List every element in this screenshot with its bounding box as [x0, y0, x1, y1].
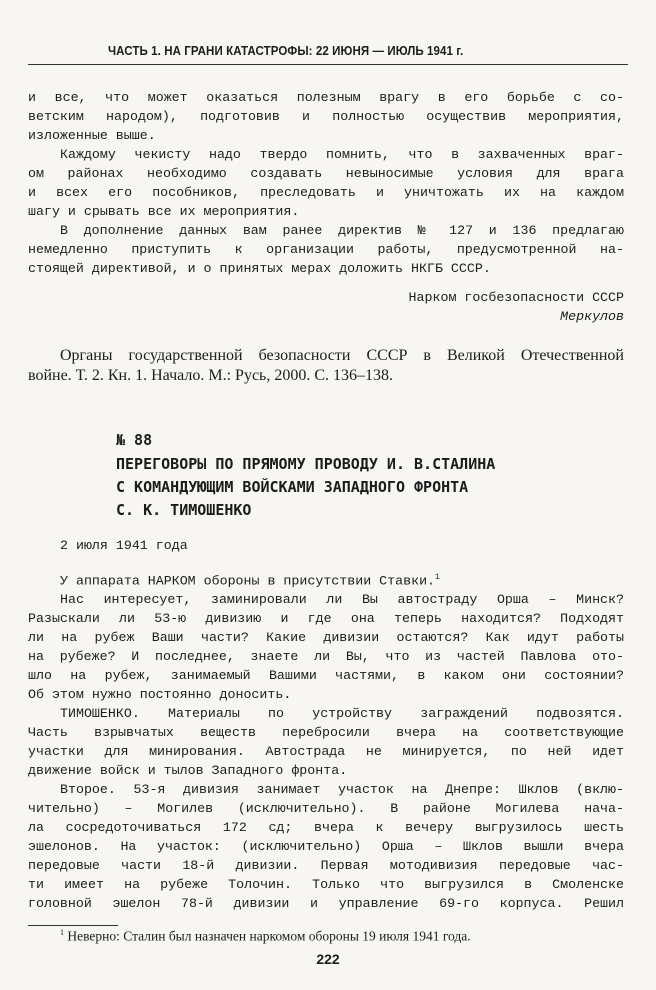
text-line: эшелонов. На участок: (исключительно) Орша – Шклов вышли вчера [28, 839, 624, 855]
title-line: ПЕРЕГОВОРЫ ПО ПРЯМОМУ ПРОВОДУ И. В.СТАЛИНА [116, 455, 496, 473]
text-line: ли на рубеж Ваши части? Какие дивизии остаются? Как идут работы [28, 630, 624, 646]
footnote [60, 928, 471, 945]
signature-name: Меркулов [560, 309, 624, 324]
body-text [28, 568, 624, 913]
footnote-text: Неверно: Сталин был назначен наркомом обороны 19 июля 1941 года. [67, 928, 471, 944]
text-line: на рубеже? И последнее, знаете ли Вы, что из частей Павлова ото- [28, 649, 624, 665]
text-line: В дополнение данных вам ранее директив № 127 и 136 предлагаю [60, 223, 624, 238]
footnote-ref[interactable]: 1 [435, 573, 440, 582]
text-line: ла сосредоточиваться 172 сд; вчера к вечеру выгрузилось шесть [28, 820, 624, 836]
document-title [116, 453, 626, 522]
text-line: ом районах необходимо создавать невыносимые условия для врага [28, 166, 624, 181]
text-line: Об этом нужно постоянно доносить. [28, 687, 292, 703]
signature-position: Нарком госбезопасности СССР [408, 290, 624, 305]
text-line: Нас интересует, заминировали ли Вы автостраду Орша – Минск? [60, 592, 624, 608]
text-line: движение войск и тылов Западного фронта. [28, 763, 348, 779]
text-line: головной эшелон 78-й дивизии и управление 69-го корпуса. Решил [28, 896, 624, 912]
citation-line: Органы государственной безопасности СССР в Великой Отечественной [60, 347, 624, 364]
top-text [28, 88, 624, 278]
text-line: Второе. 53-я дивизия занимает участок на Днепре: Шклов (вклю- [60, 782, 624, 798]
text-line: шагу и срывать все их мероприятия. [28, 204, 300, 219]
signature [28, 288, 624, 326]
running-header: ЧАСТЬ 1. НА ГРАНИ КАТАСТРОФЫ: 22 ИЮНЯ — ИЮЛЬ 1941 г. [108, 44, 464, 58]
document-date [60, 536, 560, 555]
footnote-marker: 1 [60, 928, 64, 937]
text-line: и все, что может оказаться полезным врагу в его борьбе с со- [28, 90, 624, 105]
citation-line: войне. Т. 2. Кн. 1. Начало. М.: Русь, 2000. С. 136–138. [28, 367, 394, 384]
text-line: немедленно приступить к организации работы, предусмотренной на- [28, 242, 624, 257]
text-line: изложенные выше. [28, 128, 156, 143]
document-number: № 88 [116, 431, 153, 449]
source-citation [28, 346, 624, 386]
page-number: 222 [316, 951, 340, 967]
text-line: Разыскали ли 53-ю дивизию и где она теперь находится? Подходят [28, 611, 624, 627]
text-line: чительно) – Могилев (исключительно). В районе Могилева нача- [28, 801, 624, 817]
date-text: 2 июля 1941 года [60, 538, 188, 553]
title-line: С. К. ТИМОШЕНКО [116, 501, 252, 519]
header-divider [28, 64, 628, 65]
text-line: стоящей директивой, и о принятых мерах доложить НКГБ СССР. [28, 261, 491, 276]
text-line: Каждому чекисту надо твердо помнить, что в захваченных враг- [60, 147, 624, 162]
text-line: Часть взрывчатых веществ перебросили вчера на соответствующие [28, 725, 624, 741]
title-line: С КОМАНДУЮЩИМ ВОЙСКАМИ ЗАПАДНОГО ФРОНТА [116, 478, 469, 496]
text-line: шло на рубеж, занимаемый Вашими частями, в каком они состоянии? [28, 668, 624, 684]
text-line: участки для минирования. Автострада не минируется, по ней идет [28, 744, 624, 760]
intro-line [28, 568, 624, 590]
text-line: и всех его пособников, преследовать и уничтожать их на каждом [28, 185, 624, 200]
text-line: ти имеет на рубеже Толочин. Только что выгрузился в Смоленске [28, 877, 624, 893]
text-line: ТИМОШЕНКО. Материалы по устройству заграждений подвозятся. [60, 706, 624, 722]
footnote-divider [28, 925, 118, 926]
text-line: передовые части 18-й дивизии. Первая мотодивизия передовые час- [28, 858, 624, 874]
text-line: ветским народом), подготовив и полностью осуществив мероприятия, [28, 109, 624, 124]
intro-text: У аппарата НАРКОМ обороны в присутствии Ставки. [60, 573, 436, 589]
